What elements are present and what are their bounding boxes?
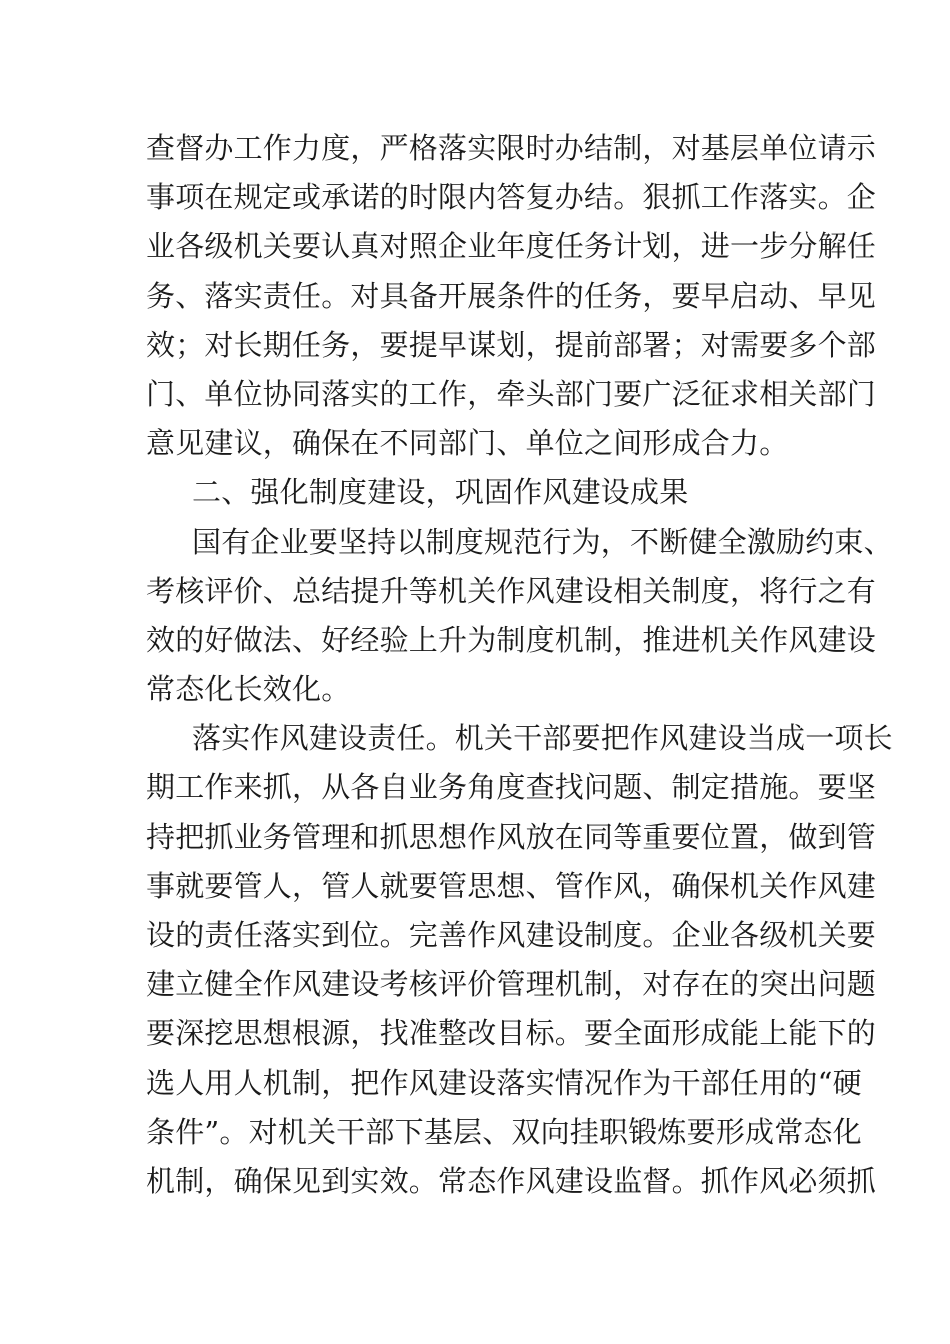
text-line: 务、落实责任。对具备开展条件的任务，要早启动、早见 [146,278,877,313]
text-line: 查督办工作力度，严格落实限时办结制，对基层单位请示 [146,131,877,165]
text-line: 门、单位协同落实的工作，牵头部门要广泛征求相关部门 [146,376,877,411]
text-line: 落实作风建设责任。机关干部要把作风建设当成一项长 [192,721,893,756]
text-line: 持把抓业务管理和抓思想作风放在同等重要位置，做到管 [146,819,877,854]
text-line: 建立健全作风建设考核评价管理机制，对存在的突出问题 [146,967,877,1002]
text-line: 设的责任落实到位。完善作风建设制度。企业各级机关要 [146,918,877,952]
text-line: 要深挖思想根源，找准整改目标。要全面形成能上能下的 [146,1016,877,1051]
text-line: 事就要管人，管人就要管思想、管作风，确保机关作风建 [146,868,877,903]
text-line: 效；对长期任务，要提早谋划，提前部署；对需要多个部 [146,327,877,362]
text-line: 意见建议，确保在不同部门、单位之间形成合力。 [146,426,789,461]
text-line: 业各级机关要认真对照企业年度任务计划，进一步分解任 [146,229,877,264]
text-line: 效的好做法、好经验上升为制度机制，推进机关作风建设 [146,622,877,657]
text-line: 机制，确保见到实效。常态作风建设监督。抓作风必须抓 [146,1163,877,1198]
text-line: 期工作来抓，从各自业务角度查找问题、制定措施。要坚 [146,770,877,805]
text-line: 考核评价、总结提升等机关作风建设相关制度，将行之有 [146,573,877,608]
document-body [146,124,893,1206]
section-heading: 二、强化制度建设，巩固作风建设成果 [192,475,689,510]
text-line: 常态化长效化。 [146,672,351,707]
text-line: 国有企业要坚持以制度规范行为，不断健全激励约束、 [192,524,893,559]
text-line: 事项在规定或承诺的时限内答复办结。狠抓工作落实。企 [146,180,877,215]
text-line: 条件”。对机关干部下基层、双向挂职锻炼要形成常态化 [146,1114,862,1149]
text-line: 选人用人机制，把作风建设落实情况作为干部任用的“硬 [146,1065,862,1100]
